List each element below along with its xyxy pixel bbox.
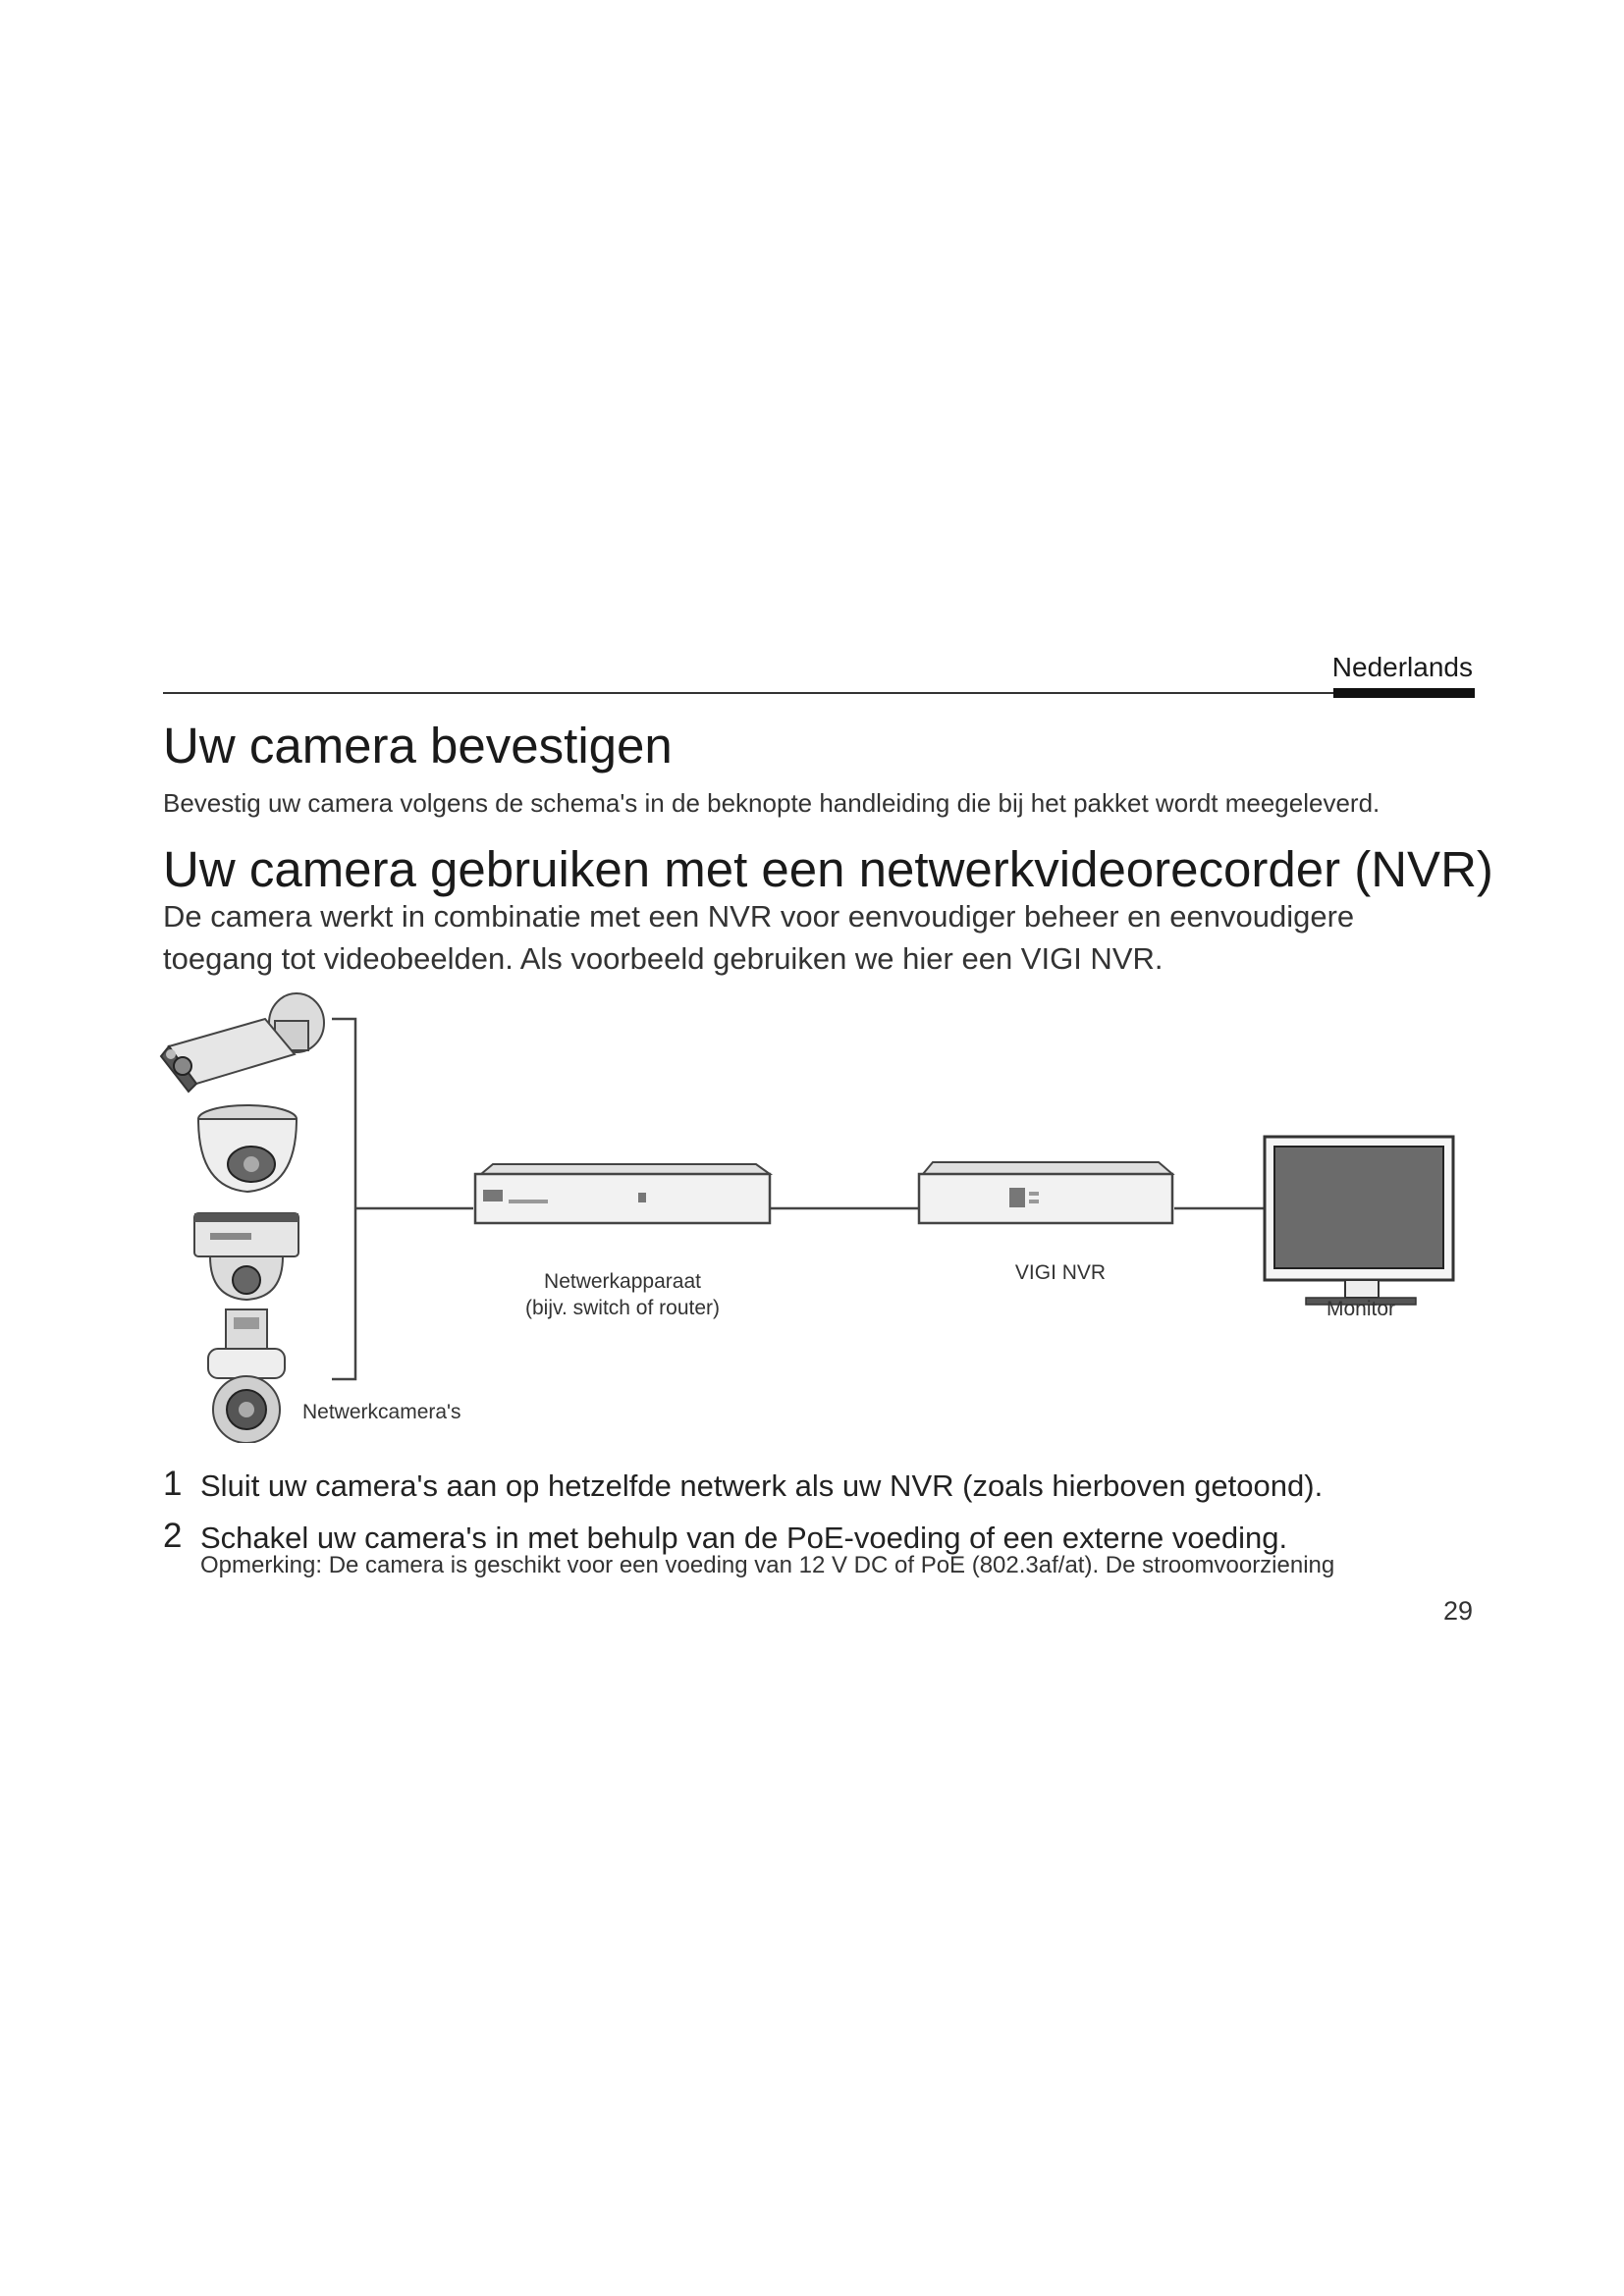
step-1-text: Sluit uw camera's aan op hetzelfde netwerk als uw NVR (zoals hierboven getoond). (200, 1468, 1324, 1503)
section-title-mount: Uw camera bevestigen (163, 718, 673, 774)
network-device-label: Netwerkapparaat (544, 1270, 701, 1293)
bullet-camera-icon (161, 993, 324, 1092)
page-number: 29 (1442, 1596, 1473, 1626)
step-2-number: 2 (163, 1517, 183, 1555)
header-rule-accent (1333, 688, 1475, 698)
dome-camera-icon (198, 1105, 297, 1192)
nvr-intro-line-2: toegang tot videobeelden. Als voorbeeld gebruiken we hier een VIGI NVR. (163, 941, 1164, 976)
step-2 (163, 1517, 182, 1556)
step-2-text: Schakel uw camera's in met behulp van de PoE-voeding of een externe voeding. (200, 1521, 1288, 1555)
mount-instructions: Bevestig uw camera volgens de schema's in de beknopte handleiding die bij het pakket wordt meegeleverd. (163, 788, 1380, 818)
network-diagram (147, 982, 1483, 1443)
monitor-icon (1265, 1137, 1453, 1305)
camera-bracket (332, 1019, 355, 1379)
step-1 (163, 1465, 182, 1504)
ptz-camera-icon (208, 1309, 285, 1443)
nvr-icon (919, 1162, 1172, 1223)
network-device-example-label: (bijv. switch of router) (525, 1297, 720, 1319)
nvr-intro-line-1: De camera werkt in combinatie met een NVR voor eenvoudiger beheer en eenvoudigere (163, 899, 1355, 934)
cameras-label: Netwerkcamera's (302, 1401, 461, 1423)
language-label: Nederlands (1331, 652, 1473, 682)
nvr-intro (163, 895, 1479, 980)
step-1-number: 1 (163, 1465, 183, 1503)
monitor-label-text: Monitor (1326, 1298, 1396, 1320)
network-switch-icon (475, 1164, 770, 1223)
turret-camera-icon (194, 1213, 298, 1300)
section-title-nvr: Uw camera gebruiken met een netwerkvideorecorder (NVR) (163, 841, 1493, 897)
header-rule (163, 692, 1475, 694)
nvr-label: VIGI NVR (1014, 1261, 1107, 1284)
power-note: Opmerking: De camera is geschikt voor een voeding van 12 V DC of PoE (802.3af/at). De stroomvoorziening (200, 1552, 1335, 1578)
